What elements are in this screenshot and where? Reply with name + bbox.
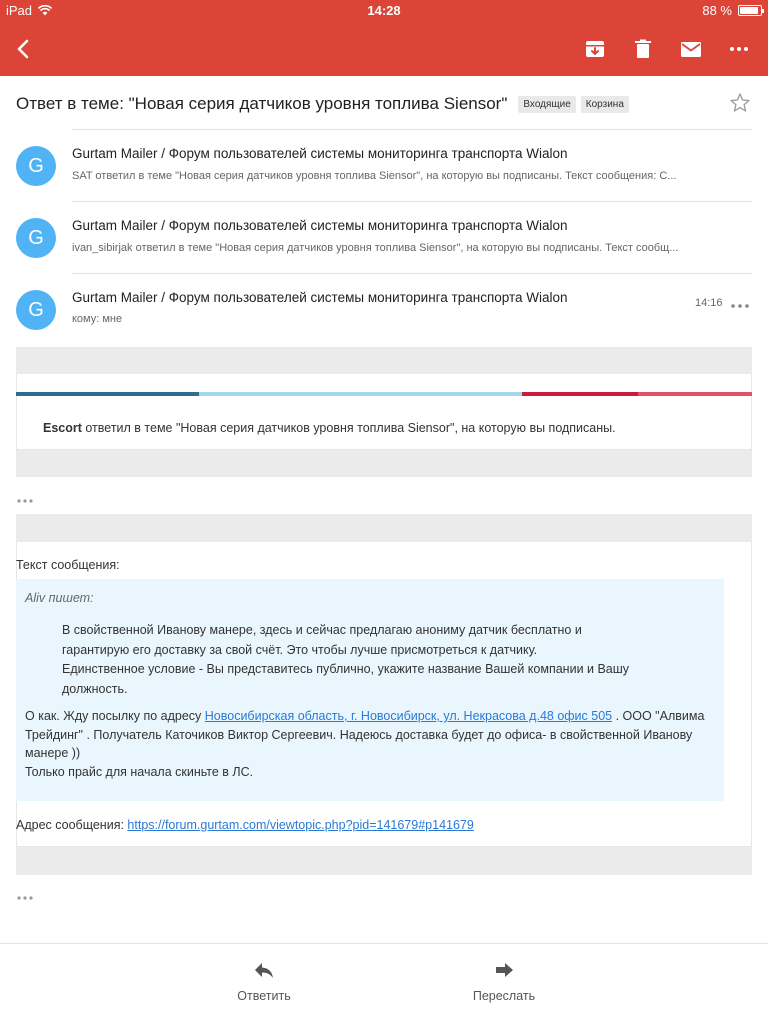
ellipsis-icon bbox=[16, 497, 36, 505]
reply-prefix: О как. Жду посылку по адресу bbox=[25, 709, 205, 723]
device-name: iPad bbox=[6, 3, 33, 18]
status-bar bbox=[0, 0, 768, 22]
address-link[interactable]: Новосибирская область, г. Новосибирск, ул. Некрасова д.48 офис 505 bbox=[204, 709, 613, 723]
reply-last-line: Только прайс для начала скиньте в ЛС. bbox=[25, 764, 254, 779]
message-url-link[interactable]: https://forum.gurtam.com/viewtopic.php?pid=141679#p141679 bbox=[127, 818, 474, 832]
label-trash[interactable]: Корзина bbox=[581, 96, 629, 113]
more-icon bbox=[728, 38, 750, 60]
star-icon bbox=[728, 91, 752, 115]
show-trimmed-button[interactable] bbox=[16, 492, 36, 500]
trash-icon bbox=[632, 38, 654, 60]
email-frame bbox=[16, 847, 752, 875]
message-more-button[interactable] bbox=[730, 298, 750, 308]
quoted-text bbox=[62, 621, 682, 699]
reply-text bbox=[25, 707, 715, 781]
sender-name: Gurtam Mailer / Форум пользователей системы мониторинга транспорта Wialon bbox=[72, 146, 568, 161]
clock: 14:28 bbox=[367, 3, 401, 18]
avatar: G bbox=[16, 146, 56, 186]
quote-block bbox=[16, 579, 724, 801]
thread-subject bbox=[16, 94, 716, 114]
quote-line: В свойственной Иванову манере, здесь и сейчас предлагаю анониму датчик бесплатно и bbox=[62, 623, 582, 637]
archive-icon bbox=[584, 38, 606, 60]
message-header[interactable] bbox=[0, 274, 768, 346]
show-trimmed-button[interactable] bbox=[16, 889, 36, 897]
back-button[interactable] bbox=[10, 34, 40, 64]
sender-name: Gurtam Mailer / Форум пользователей системы мониторинга транспорта Wialon bbox=[72, 290, 568, 305]
email-frame bbox=[16, 514, 752, 542]
forward-label: Переслать bbox=[472, 989, 536, 1003]
back-arrow-icon bbox=[10, 34, 40, 64]
more-button[interactable] bbox=[724, 34, 754, 64]
mark-unread-button[interactable] bbox=[676, 34, 706, 64]
quote-line: должность. bbox=[62, 681, 128, 696]
ellipsis-icon bbox=[16, 894, 36, 902]
mail-icon bbox=[679, 38, 703, 60]
reply-suffix: . ООО "Алвима Трейдинг" . Получатель Каточиков Виктор Сергеевич. Надеюсь доставка будет до офиса- в свойственной Иванову манере )) bbox=[25, 709, 705, 760]
star-button[interactable] bbox=[728, 91, 752, 115]
reply-icon bbox=[253, 960, 275, 980]
quote-line: гарантирую его доставку за свой счёт. Это чтобы лучше присмотреться к датчику. bbox=[62, 642, 538, 657]
message-collapsed[interactable] bbox=[0, 202, 768, 274]
forward-icon bbox=[493, 960, 515, 980]
battery-percent: 88 % bbox=[702, 3, 732, 18]
message-time: 14:16 bbox=[695, 297, 723, 309]
reply-label: Ответить bbox=[237, 989, 291, 1003]
app-bar bbox=[0, 22, 768, 76]
message-address bbox=[16, 818, 474, 832]
brand-stripes bbox=[16, 392, 752, 396]
quote-line: Единственное условие - Вы представитесь публично, укажите название Вашей компании и Вашу bbox=[62, 662, 630, 676]
email-frame bbox=[16, 347, 752, 374]
quote-author: Aliv пишет: bbox=[25, 591, 94, 605]
subject-text: Ответ в теме: "Новая серия датчиков уровня топлива Siensor" bbox=[16, 94, 508, 113]
bottom-action-bar bbox=[0, 943, 768, 1024]
notice-body: ответил в теме "Новая серия датчиков уровня топлива Siensor", на которую вы подписаны. bbox=[81, 421, 616, 435]
label-inbox[interactable]: Входящие bbox=[518, 96, 575, 113]
archive-button[interactable] bbox=[580, 34, 610, 64]
message-collapsed[interactable] bbox=[0, 130, 768, 202]
notice-text bbox=[43, 421, 616, 435]
sender-name: Gurtam Mailer / Форум пользователей системы мониторинга транспорта Wialon bbox=[72, 218, 568, 233]
avatar: G bbox=[16, 290, 56, 330]
delete-button[interactable] bbox=[628, 34, 658, 64]
forward-button[interactable] bbox=[444, 960, 564, 1003]
message-snippet: SAT ответил в теме "Новая серия датчиков уровня топлива Siensor", на которую вы подписаны. Текст сообщения: С... bbox=[72, 170, 677, 182]
reply-button[interactable] bbox=[204, 960, 324, 1003]
message-snippet: ivan_sibirjak ответил в теме "Новая серия датчиков уровня топлива Siensor", на которую вы подписаны. Текст сообщ... bbox=[72, 242, 679, 254]
address-label: Адрес сообщения: bbox=[16, 818, 128, 832]
notice-author: Escort bbox=[43, 421, 82, 435]
message-text-label: Текст сообщения: bbox=[16, 558, 120, 572]
more-icon bbox=[730, 301, 750, 311]
recipient-text[interactable]: кому: мне bbox=[72, 313, 123, 325]
email-frame bbox=[16, 450, 752, 477]
battery-icon bbox=[738, 5, 762, 16]
notice-card bbox=[16, 374, 752, 450]
avatar: G bbox=[16, 218, 56, 258]
